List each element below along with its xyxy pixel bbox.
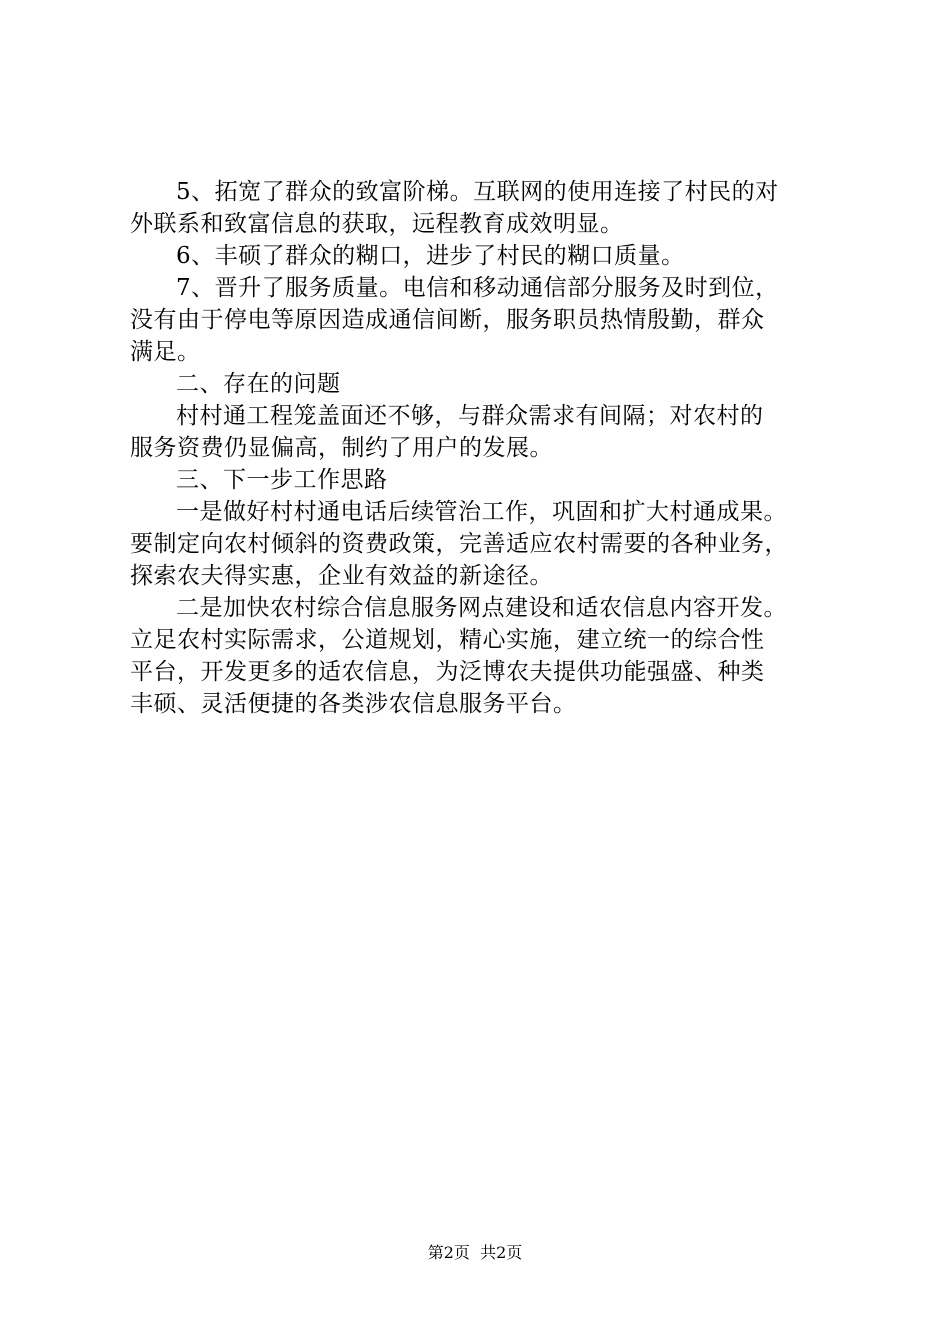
text-line-6: 满足。: [130, 339, 201, 365]
text-line-3: 6、丰硕了群众的糊口，进步了村民的糊口质量。: [176, 243, 685, 269]
text-line-16: 平台，开发更多的适农信息，为泛博农夫提供功能强盛、种类: [130, 659, 765, 685]
text-line-11: 一是做好村村通电话后续管治工作，巩固和扩大村通成果。: [176, 499, 787, 525]
text-line-17: 丰硕、灵活便捷的各类涉农信息服务平台。: [130, 691, 577, 717]
text-line-5: 没有由于停电等原因造成通信间断，服务职员热情殷勤，群众: [130, 307, 765, 333]
section-heading-problems: 二、存在的问题: [176, 371, 341, 397]
document-body: [130, 176, 830, 720]
page-number-label: 第2页 共2页: [427, 1243, 523, 1262]
text-line-15: 立足农村实际需求，公道规划，精心实施，建立统一的综合性: [130, 627, 765, 653]
section-heading-next-steps: 三、下一步工作思路: [176, 467, 388, 493]
text-line-4: 7、晋升了服务质量。电信和移动通信部分服务及时到位，: [176, 275, 779, 301]
text-line-13: 探索农夫得实惠，企业有效益的新途径。: [130, 563, 553, 589]
text-line-8: 村村通工程笼盖面还不够，与群众需求有间隔；对农村的: [176, 403, 764, 429]
text-line-12: 要制定向农村倾斜的资费政策，完善适应农村需要的各种业务，: [130, 531, 788, 557]
text-line-9: 服务资费仍显偏高，制约了用户的发展。: [130, 435, 553, 461]
text-line-14: 二是加快农村综合信息服务网点建设和适农信息内容开发。: [176, 595, 787, 621]
page-footer: [0, 1242, 950, 1264]
text-line-2: 外联系和致富信息的获取，远程教育成效明显。: [130, 211, 624, 237]
text-line-1: 5、拓宽了群众的致富阶梯。互联网的使用连接了村民的对: [176, 179, 779, 205]
